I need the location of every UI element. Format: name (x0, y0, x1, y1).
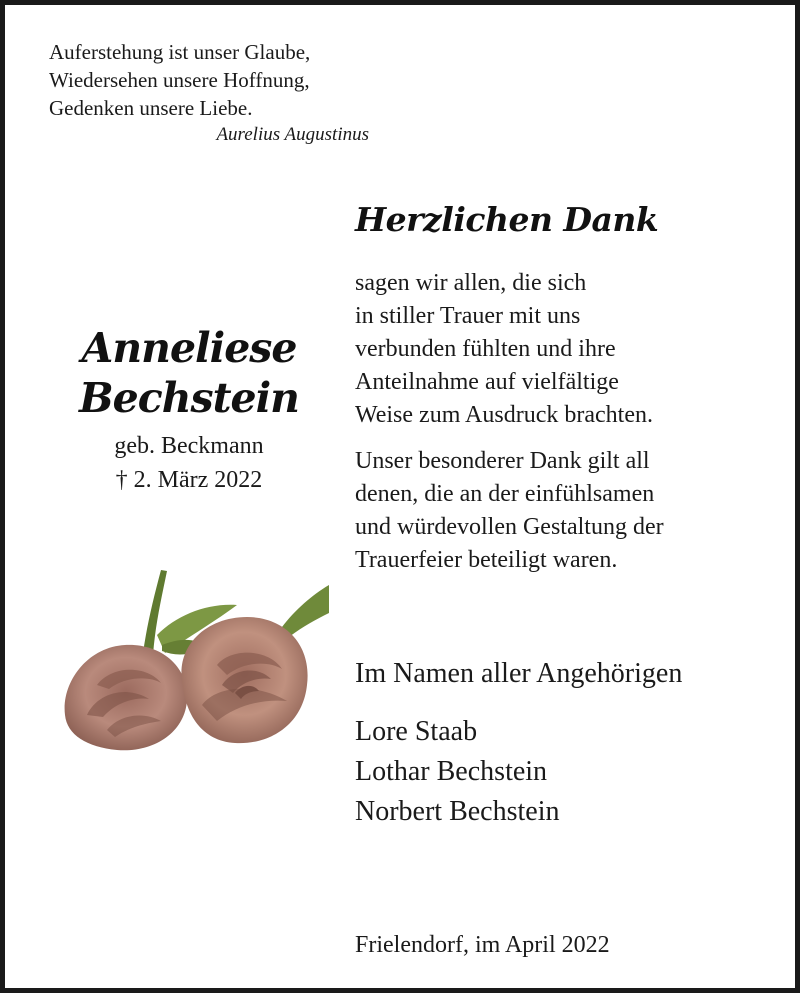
thanks-heading: Herzlichen Dank (355, 200, 659, 239)
signer-name: Norbert Bechstein (355, 796, 560, 827)
special-thanks-line-4: Trauerfeier beteiligt waren. (355, 547, 618, 573)
place-and-date: Frielendorf, im April 2022 (355, 932, 610, 958)
special-thanks-line-2: denen, die an der einfühlsamen (355, 481, 655, 507)
memorial-quote (49, 38, 389, 148)
thanks-line-5: Weise zum Ausdruck brachten. (355, 402, 653, 428)
special-thanks-line-1: Unser besonderer Dank gilt all (355, 448, 650, 474)
signer-list (355, 712, 560, 832)
death-date: † 2. März 2022 (115, 467, 263, 493)
special-thanks-paragraph (355, 445, 775, 577)
signer-name: Lore Staab (355, 716, 478, 747)
roses-image (57, 565, 332, 760)
thanks-line-3: verbunden fühlten und ihre (355, 336, 616, 362)
quote-line-1: Auferstehung ist unser Glaube, (49, 40, 311, 64)
thanks-line-1: sagen wir allen, die sich (355, 270, 587, 296)
signer-name: Lothar Bechstein (355, 756, 548, 787)
thanks-line-4: Anteilnahme auf vielfältige (355, 369, 619, 395)
special-thanks-line-3: und würdevollen Gestaltung der (355, 514, 664, 540)
quote-line-3: Gedenken unsere Liebe. (49, 96, 253, 120)
deceased-info (45, 323, 333, 497)
deceased-last-name: Bechstein (78, 374, 299, 422)
deceased-first-name: Anneliese (81, 324, 297, 372)
thanks-line-2: in stiller Trauer mit uns (355, 303, 581, 329)
signature-intro: Im Namen aller Angehörigen (355, 658, 683, 689)
quote-line-2: Wiedersehen unsere Hoffnung, (49, 68, 310, 92)
thanks-paragraph (355, 267, 775, 432)
quote-author: Aurelius Augustinus (216, 124, 369, 145)
birth-name: geb. Beckmann (114, 433, 264, 459)
